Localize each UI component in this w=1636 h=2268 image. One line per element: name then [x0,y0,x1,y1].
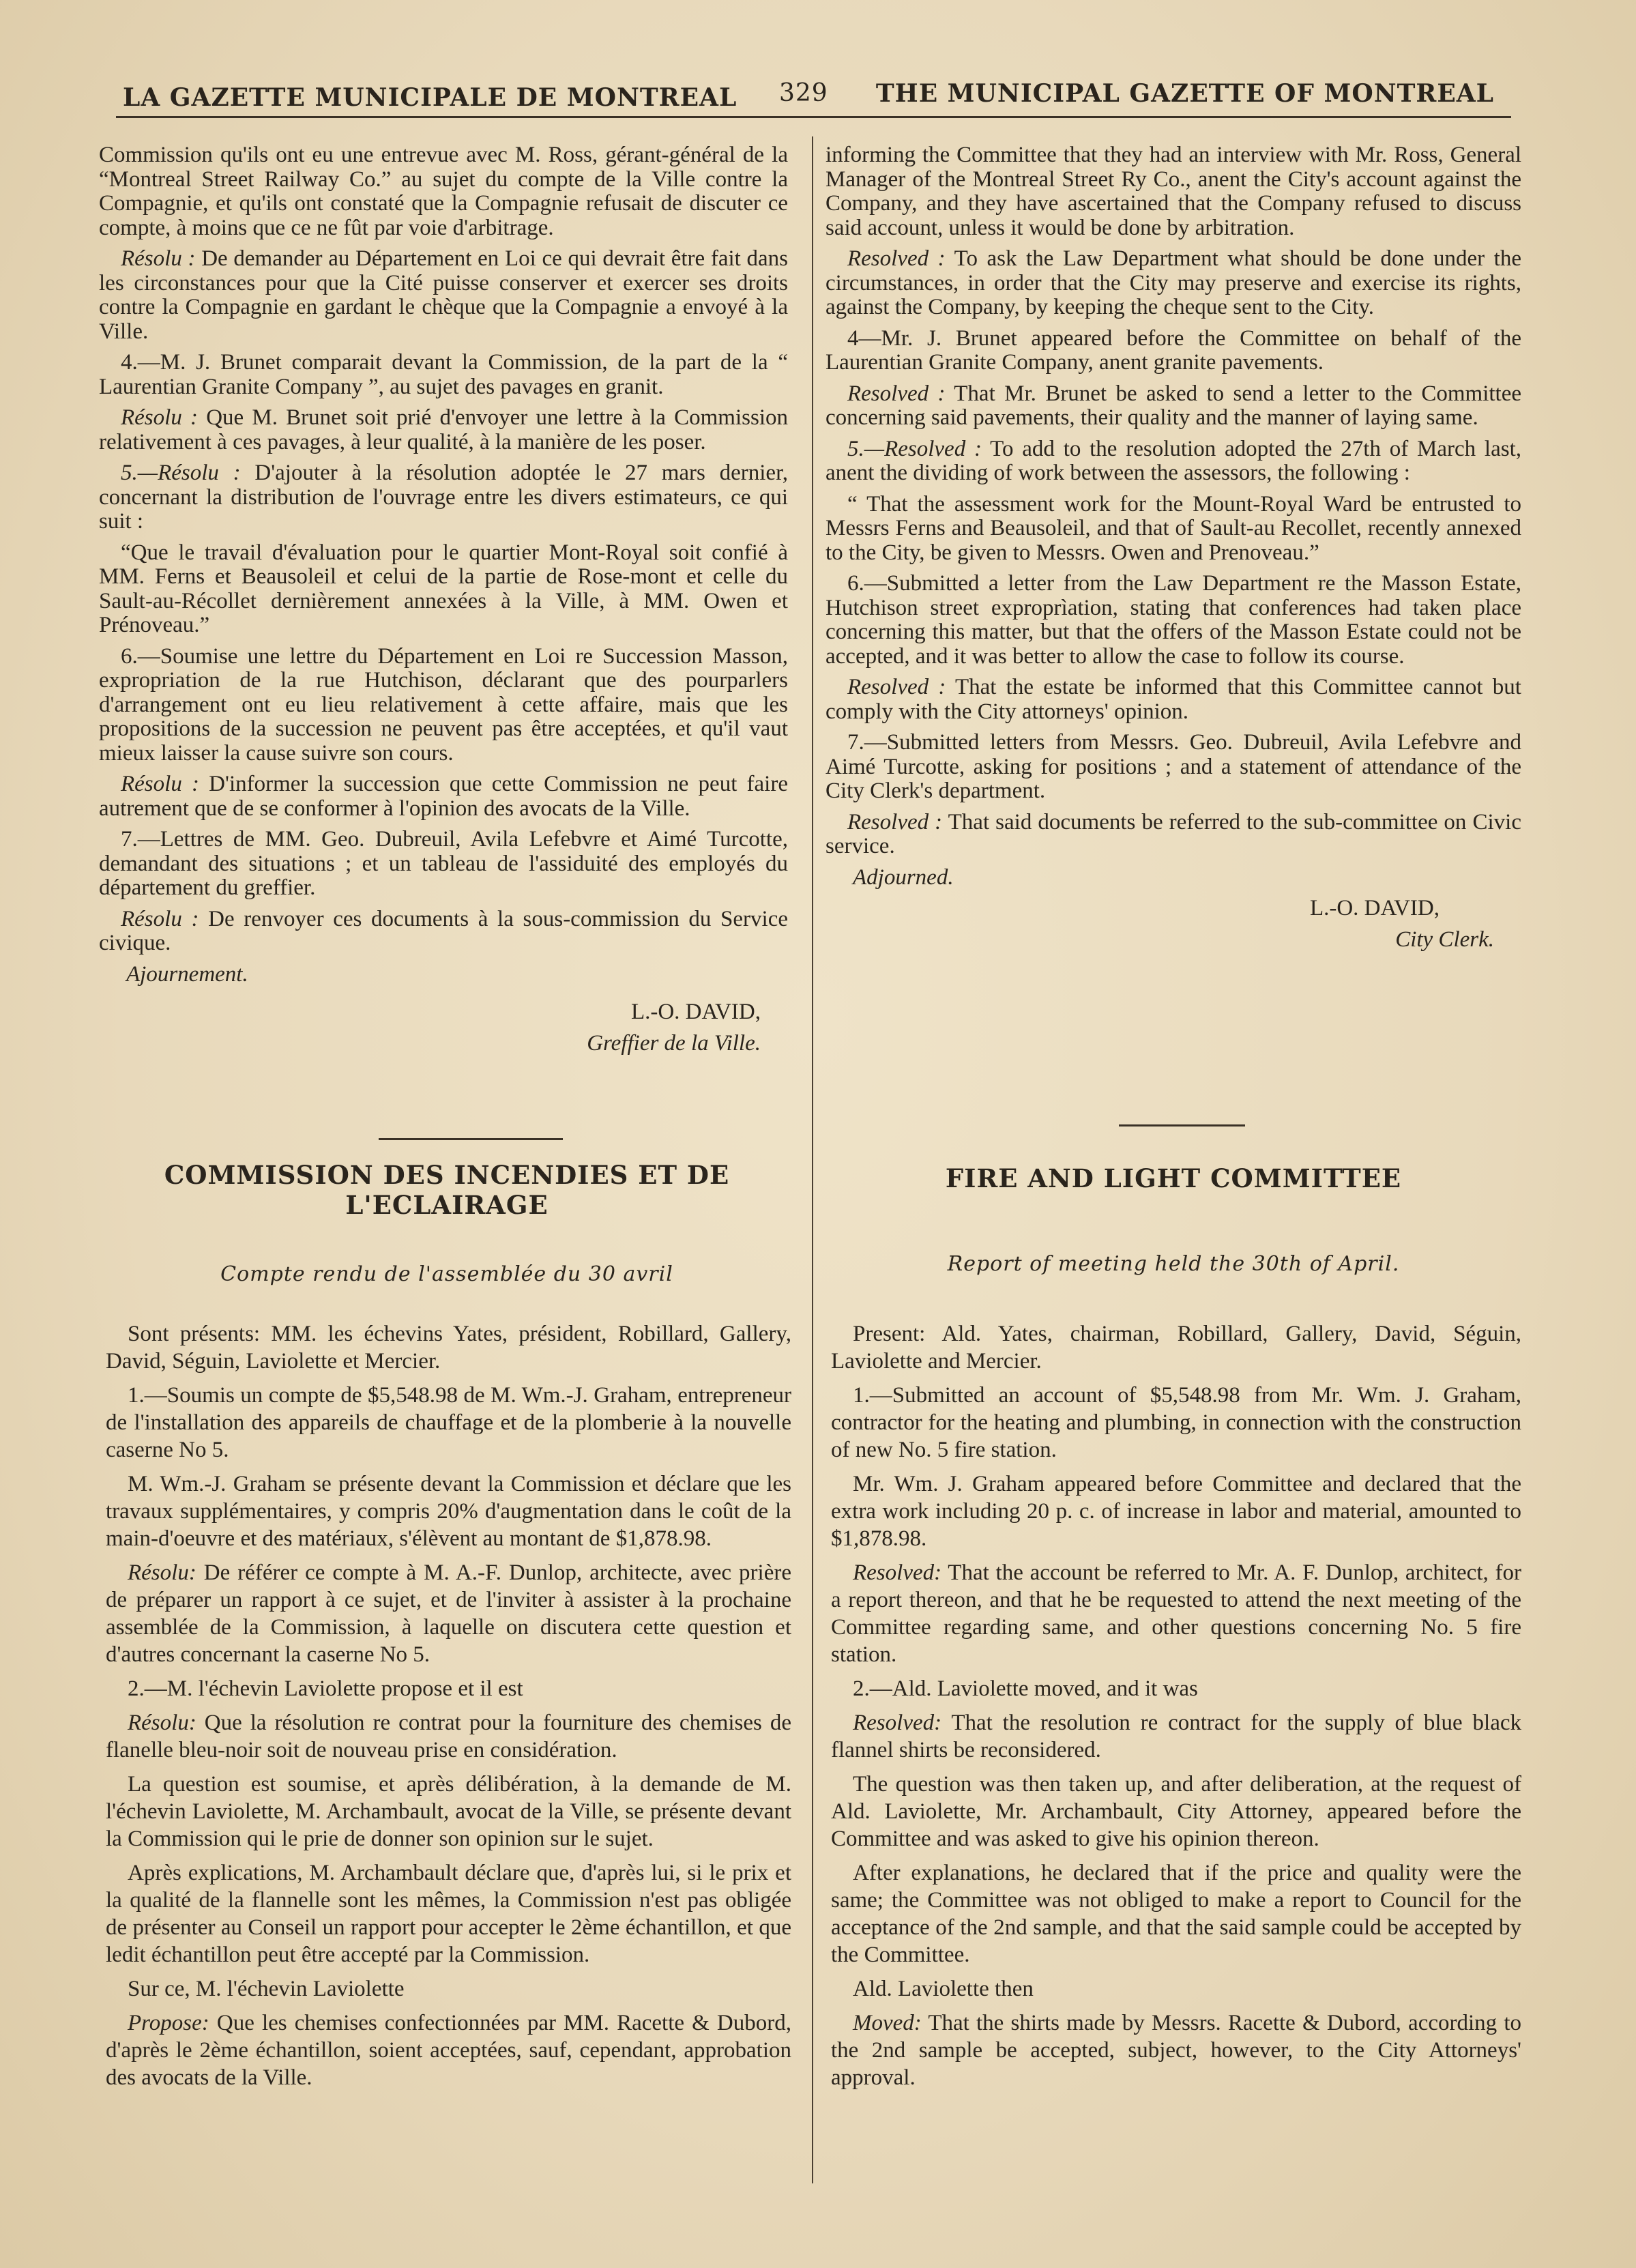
section-divider-left [379,1138,563,1140]
item-number: 6.— [121,643,160,669]
paragraph: 4—Mr. J. Brunet appeared before the Committee on behalf of the Laurentian Granite Company, anent granite pavements. [826,325,1521,375]
paragraph-text: To ask the Law Department what should be done under the circumstances, in order that the City may preserve and exercise its rights, against the Company, by keeping the cheque sent to the City. [826,246,1521,319]
paragraph: The question was then taken up, and after deliberation, at the request of Ald. Laviolette, Mr. Archambault, City Attorney, appeared before the Committee and was asked to give his opinion thereon. [831,1772,1521,1851]
paragraph: La question est soumise, et après délibération, à la demande de M. l'échevin Laviolette, M. Archambault, avocat de la Ville, se présente devant la Commission qui le prie de donner son opinion sur le sujet. [106,1772,791,1851]
right-column-bottom [831,1320,1521,2098]
paragraph-text: That the shirts made by Messrs. Racette & Dubord, according to the 2nd sample be accepted, subject, however, to the City Attorneys' approval. [831,2011,1521,2090]
resolution-label: Resolved: [853,1560,942,1585]
paragraph [826,675,1521,724]
resolution-label: 5.—Résolu : [121,461,241,485]
resolution-label: Resolved : [847,675,946,699]
left-column-top [99,143,788,1062]
paragraph: M. Wm.-J. Graham se présente devant la Commission et déclare que les travaux supplémentaires, y compris 20% d'augmentation dans le coût de la main-d'oeuvre et des matériaux, s'élèvent au montant de $1,878.98. [106,1472,791,1551]
resolution-label: Résolu : [121,906,199,931]
paragraph [106,2009,791,2091]
section-divider-right [1119,1124,1245,1126]
paragraph-text: D'ajouter à la résolution adoptée le 27 mars dernier, concernant la distribution de l'ouvrage entre les divers estimateurs, ce qui suit : [99,461,788,534]
paragraph-text: That the estate be informed that this Committee cannot but comply with the City attorneys' opinion. [826,675,1521,724]
header-right-title: THE MUNICIPAL GAZETTE OF MONTREAL [875,79,1494,108]
paragraph [99,907,788,956]
resolution-label: Résolu: [128,1560,196,1585]
paragraph-text: De demander au Département en Loi ce qui devrait être fait dans les circonstances pour que la Cité puisse conserver et exercer ses droits contre la Compagnie en gardant le chèque que la Compagnie a envoyé à la Ville. [99,246,789,344]
section-title-fr: COMMISSION DES INCENDIES ET DE L'ECLAIRAGE [164,1160,730,1220]
paragraph: After explanations, he declared that if the price and quality were the same; the Committee was not obliged to make a report to Council for the acceptance of the 2nd sample, and that the said sample could be accepted by the Committee. [831,1861,1521,1967]
paragraph: Après explications, M. Archambault déclare que, d'après lui, si le prix et la qualité de la flannelle sont les mêmes, la Commission n'est pas obligée de présenter au Conseil un rapport pour accepter le 2ème échantillon, et que ledit échantillon peut être accepté par la Commission. [106,1861,791,1967]
signature-name: L.-O. DAVID, [1309,896,1440,920]
paragraph [106,1559,791,1668]
paragraph-text: De renvoyer ces documents à la sous-commission du Service civique. [99,906,788,955]
paragraph: Mr. Wm. J. Graham appeared before Committee and declared that the extra work including 20 p. c. of increase in labor and material, amounted to $1,878.98. [831,1472,1521,1551]
resolution-label: Resolved : [847,381,946,406]
paragraph: Commission qu'ils ont eu une entrevue avec M. Ross, gérant-général de la “Montreal Street Railway Co.” au sujet du compte de la Ville contre la Compagnie, et qu'ils ont constaté que la Compagnie refusait de discuter ce compte, à moins que ce ne fût par voie d'arbitrage. [99,143,788,240]
resolution-label: Résolu : [121,246,196,271]
resolution-label: Resolved : [847,246,946,271]
paragraph-text: That said documents be referred to the sub-committee on Civic service. [826,809,1521,858]
signature-title: Greffier de la Ville. [587,1030,761,1056]
resolution-label: Resolved : [847,809,943,834]
page-number: 329 [779,79,828,107]
paragraph-text: Que les chemises confectionnées par MM. Racette & Dubord, d'après le 2ème échantillon, soient acceptées, sauf, cependant, approbation des avocats de la Ville. [106,2011,791,2090]
paragraph [831,1559,1521,1668]
resolution-label: Propose: [128,2011,209,2035]
page-header [116,76,1508,117]
adjournment: Adjourned. [853,864,954,890]
header-rule [116,116,1511,118]
column-divider [812,136,813,2183]
paragraph: 7.—Lettres de MM. Geo. Dubreuil, Avila Lefebvre et Aimé Turcotte, demandant des situations ; et un tableau de l'assiduité des employés du département du greffier. [99,827,788,900]
signature-name: L.-O. DAVID, [630,1000,761,1024]
paragraph [99,247,788,344]
paragraph: Sur ce, M. l'échevin Laviolette [128,1977,405,2001]
paragraph [826,247,1521,320]
paragraph [826,811,1521,859]
paragraph-text: To add to the resolution adopted the 27th of March last, anent the dividing of work between the assessors, the following : [826,436,1521,485]
resolution-label: Résolu: [128,1711,196,1735]
paragraph: 1.—Submitted an account of $5,548.98 from Mr. Wm. J. Graham, contractor for the heating and plumbing, in connection with the construction of new No. 5 fire station. [831,1383,1521,1462]
section-subtitle-fr: Compte rendu de l'assemblée du 30 avril [220,1262,673,1286]
paragraph: 1.—Soumis un compte de $5,548.98 de M. Wm.-J. Graham, entrepreneur de l'installation des appareils de chauffage et de la plomberie à la nouvelle caserne No 5. [106,1383,791,1462]
paragraph: informing the Committee that they had an interview with Mr. Ross, General Manager of the Montreal Street Ry Co., anent the City's account against the Company, and they have ascertained that the Company refused to discuss said account, unless it would be done by arbitration. [826,143,1521,240]
paragraph [831,1709,1521,1764]
paragraph: Ald. Laviolette then [853,1977,1034,2001]
resolution-label: Resolved: [853,1711,942,1735]
resolution-label: 5.—Resolved : [847,436,982,461]
paragraph [99,772,788,821]
section-subtitle-en: Report of meeting held the 30th of April. [947,1252,1400,1276]
paragraph: 7.—Submitted letters from Messrs. Geo. Dubreuil, Avila Lefebvre and Aimé Turcotte, asking for positions ; and a statement of attendance of the City Clerk's department. [826,730,1521,803]
paragraph: 6.—Submitted a letter from the Law Department re the Masson Estate, Hutchison street exproprìation, stating that conferences had taken place concerning this matter, but that the offers of the Masson Estate could not be accepted, and it was better to allow the case to follow its course. [826,571,1521,669]
section-title-en: FIRE AND LIGHT COMMITTEE [945,1163,1402,1193]
paragraph: “ That the assessment work for the Mount-Royal Ward be entrusted to Messrs Ferns and Beausoleil, and that of Sault-au Recollet, recently annexed to the City, be given to Messrs. Owen and Prenoveau.” [826,491,1521,565]
paragraph [826,382,1521,431]
paragraph-text: De référer ce compte à M. A.-F. Dunlop, architecte, avec prière de préparer un rapport à ce sujet, et de l'inviter à assister à la prochaine assemblée de la Commission, à laquelle on discutera cette question et d'autres concernant la caserne No 5. [106,1560,791,1667]
signature-title: City Clerk. [1395,927,1494,952]
paragraph-text: That the resolution re contract for the supply of blue black flannel shirts be reconsidered. [831,1711,1521,1762]
adjournment: Ajournement. [126,961,248,987]
resolution-label: Résolu : [121,405,198,430]
paragraph [831,2009,1521,2091]
paragraph-text: That the account be referred to Mr. A. F. Dunlop, architect, for a report thereon, and that he be requested to attend the next meeting of the Committee regarding same, and other questions concerning No. 5 fire station. [831,1560,1521,1667]
paragraph-text: Que M. Brunet soit prié d'envoyer une lettre à la Commission relativement à ces pavages, à leur qualité, à la manière de les poser. [99,405,788,454]
paragraph [99,645,788,766]
header-left-title: LA GAZETTE MUNICIPALE DE MONTREAL [123,83,737,112]
paragraph-text: Soumise une lettre du Département en Loi re Succession Masson, expropriation de la rue Hutchison, déclarant que des pourparlers d'arrangement ont eu lieu relativement à cette affaire, mais que les propositions de la succession ne peuvent pas être acceptées, et qu'il vaut mieux laisser la cause suivre son cours. [99,643,788,766]
right-column-top [826,143,1521,959]
paragraph [99,406,788,454]
paragraph: Present: Ald. Yates, chairman, Robillard, Gallery, David, Séguin, Laviolette and Mercier. [831,1322,1521,1373]
left-column-bottom [106,1320,791,2098]
paragraph-text: D'informer la succession que cette Commission ne peut faire autrement que de se conformer à l'opinion des avocats de la Ville. [99,772,788,821]
paragraph-text: That Mr. Brunet be asked to send a letter to the Committee concerning said pavements, their quality and the manner of laying same. [826,381,1521,430]
paragraph: “Que le travail d'évaluation pour le quartier Mont-Royal soit confié à MM. Ferns et Beausoleil et celui de la partie de Rose-mont et celle du Sault-au-Récollet dernièrement annexées à la Ville, à MM. Owen et Prénoveau.” [99,540,788,637]
paragraph [826,437,1521,486]
paragraph: Sont présents: MM. les échevins Yates, président, Robillard, Gallery, David, Séguin, Laviolette et Mercier. [106,1322,791,1373]
resolution-label: Résolu : [121,772,199,796]
resolution-label: Moved: [853,2011,922,2035]
paragraph [106,1709,791,1764]
paragraph [99,461,788,534]
paragraph-text: Que la résolution re contrat pour la fourniture des chemises de flanelle bleu-noir soit de nouveau prise en considération. [106,1711,791,1762]
paragraph: 4.—M. J. Brunet comparait devant la Commission, de la part de la “ Laurentian Granite Company ”, au sujet des pavages en granit. [99,350,788,399]
paragraph: 2.—M. l'échevin Laviolette propose et il est [128,1676,523,1701]
paragraph: 2.—Ald. Laviolette moved, and it was [853,1676,1198,1701]
